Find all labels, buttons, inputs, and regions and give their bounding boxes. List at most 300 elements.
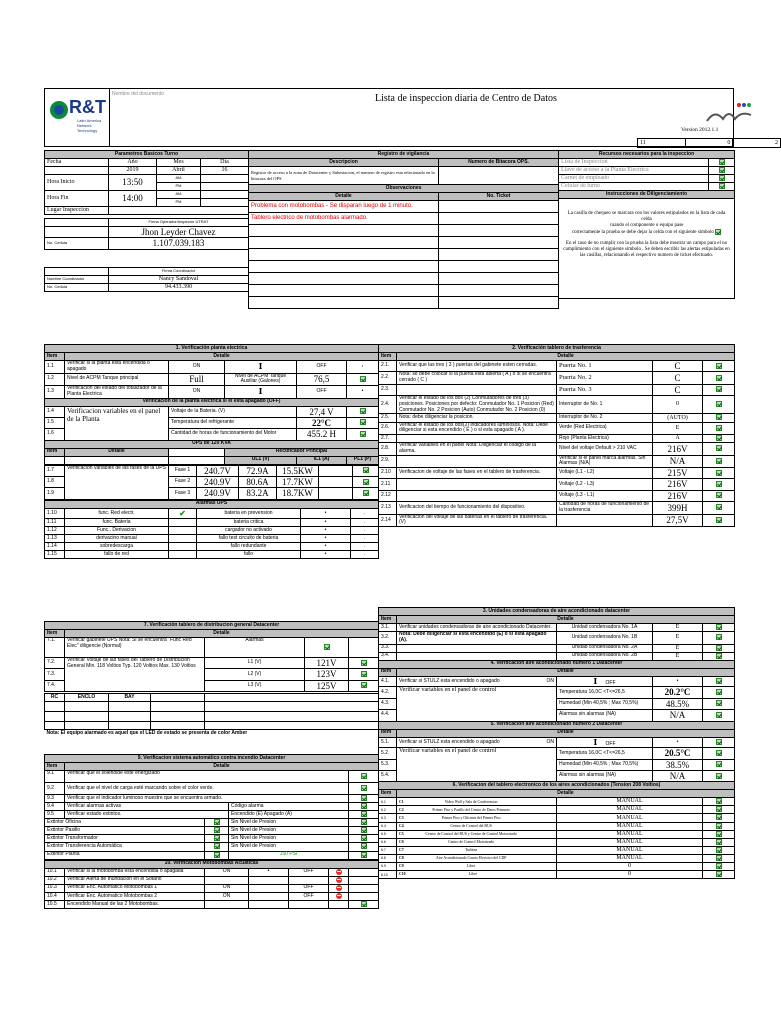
var-value[interactable]: 216V [653,443,703,456]
alarm-a: func. Bateria [65,519,169,527]
check-icon[interactable] [361,682,367,688]
switch-indicator[interactable]: I [225,386,297,399]
check-icon[interactable] [361,795,367,801]
item-desc: Verificar el estado de los dos (2) Conmutadores de tres (3) posiciones. Posiciones por defecto: Conmutador No. 1 Posicion (Red) Conmutador No. 2 Posicion (Auto) Conmutador No. 2 Posicion (0) [397,396,557,414]
check-icon[interactable] [361,835,367,841]
var-value[interactable]: E [653,644,703,652]
check-icon[interactable] [363,490,369,496]
check-icon[interactable] [716,831,722,837]
circuit-code: C2 [399,807,404,812]
off-label: OFF [289,892,329,900]
recurso-item: Carnet de empleado [559,175,709,183]
header [44,88,778,147]
document-title: Lista de inspeccion diaria de Centro de Datos [375,93,557,104]
circuit-desc: Libre [467,864,476,869]
item-num: 9.5 [45,811,65,819]
col-ticket: No. Ticket [439,193,559,201]
check-icon[interactable] [716,814,722,820]
item-num: 2.3. [379,384,397,395]
check-icon[interactable] [360,376,366,382]
cedula-coord-label: No. Cedula [45,283,109,291]
phase-current[interactable]: 72.9A [239,465,277,476]
extintor-status: Sin Nivel de Presion [229,819,349,827]
codigo-alarma: Código alarma [229,803,349,811]
stop-icon[interactable] [336,877,342,883]
check-icon[interactable] [716,445,722,451]
var-value[interactable]: 38.5% [653,759,703,770]
circuit-desc: Centro de Control del BUS [450,823,492,828]
item-num: 1.8 [45,476,65,487]
col-item: Item [45,630,65,638]
rt-logo-icon [49,99,69,121]
var-value[interactable]: 215V [653,468,703,479]
alarm-b: cargador no activado [197,527,301,535]
check-icon[interactable] [716,653,722,659]
dot[interactable]: • [301,535,351,543]
item-num: 10.3 [45,884,65,892]
check-icon[interactable] [716,739,722,745]
item-desc: Nota: Debe diligenciar si esta encendido (E) o si esta apagado (A). [397,632,557,645]
col-detalle: Detalle [65,763,379,771]
check-icon[interactable] [360,419,366,425]
circuit-mode[interactable]: MANUAL [557,830,703,838]
acpm-aux-label: Nivel de ACPM Tanque Auxiliar (Galones) [225,373,297,386]
cedula-label: No. Cedula [45,238,109,249]
dot[interactable] [249,876,289,884]
s1-title: 1. Verificación planta electrica [45,345,379,353]
check-icon[interactable] [716,806,722,812]
dot[interactable] [249,884,289,892]
stop-icon[interactable] [336,869,342,875]
var-label: Temperatura 16,0C <T<=26,5 [557,687,653,698]
phase-voltage[interactable]: 240.9V [197,488,239,499]
on-label: ON [169,361,225,374]
circuit-code: C7 [399,848,404,853]
item-desc: Verificar si la planta esta encendida o apagado [65,361,169,374]
var-label: Cantidad de horas de funcionamiento del Motor [169,429,297,440]
alarm-b: fallo redundante [197,543,301,551]
counter-2: 0 [685,139,733,148]
off-label: OFF [297,361,347,374]
item-num: 6.3 [379,814,397,822]
col-item: Item [379,616,397,624]
item-num: 7.1. [45,638,65,658]
check-icon[interactable] [716,712,722,718]
check-icon[interactable] [716,847,722,853]
off-label: OFF [297,386,347,399]
rect-title: Rectificador Principal [225,448,379,456]
var-value[interactable]: 20.5°C [653,748,703,759]
item-num: 1.6 [45,429,65,440]
mes-field[interactable]: Abril [157,167,201,175]
check-icon[interactable] [716,839,722,845]
phase-voltage[interactable]: 123V [305,669,349,680]
s7-title: 7. Verificación tablero de distribucion general Datacenter [45,622,379,630]
circuit-desc: Libre [468,872,478,877]
check-icon[interactable] [361,811,367,817]
obs-row[interactable] [249,273,439,285]
item-num: 2.11 [379,479,397,490]
cedula-field[interactable]: 1.107.039.183 [109,238,249,249]
var-value[interactable]: 22°C [297,417,347,428]
am-label: AM [157,191,201,199]
s6-title: 6. Verificacion del tablero electronico de los aires acondicionados (Tension 208 Voltios) [379,782,735,790]
var-value[interactable]: 27,4 V [297,406,347,417]
obs-2[interactable]: Tablero electrico de motobombas alarmado. [249,213,439,225]
switch-indicator[interactable]: I [225,361,297,374]
obs-row[interactable] [249,285,439,297]
fecha-label: Fecha [45,159,109,167]
var-value[interactable]: 20.2°C [653,687,703,698]
item-num: 3.2. [379,632,397,645]
check-icon[interactable] [716,458,722,464]
var-value[interactable]: C [653,384,703,395]
col-detalle: Detalle [249,193,439,201]
circuit-mode[interactable]: MANUAL [557,854,703,862]
item-num: 1.15 [45,551,65,559]
ticket-2[interactable] [439,213,559,225]
col-item: Item [45,353,65,361]
check-icon[interactable] [716,798,722,804]
stop-icon[interactable] [336,893,342,899]
check-icon[interactable] [716,481,722,487]
circuit-mode[interactable]: 0 [557,871,703,879]
item-desc: Verificar alarmas activas [65,803,229,811]
check-icon[interactable] [716,773,722,779]
extintor-psi: 150 PSI [229,851,349,859]
var-value[interactable]: E [653,632,703,645]
item-desc: Nivel de ACPM Tanque principal [65,373,169,386]
extintor-status: Sin Nivel de Presion [229,835,349,843]
item-num: 6.9 [379,862,397,870]
var-value[interactable]: N/A [653,710,703,721]
section-2 [378,344,734,527]
item-num: 2.13 [379,502,397,515]
circuit-mode[interactable]: MANUAL [557,806,703,814]
phase-label: L3 (V) [205,680,305,691]
item-num: 6.6 [379,838,397,846]
check-icon[interactable] [716,855,722,861]
var-value[interactable]: E [653,422,703,435]
var-value[interactable]: N/A [653,455,703,468]
coord-field[interactable]: Nancy Sandoval [109,275,249,283]
s5-title: 5. Verificación aire acondicionado número 2 Datacenter [379,721,735,729]
circuit-code: C9 [399,864,404,869]
var-value[interactable]: (AUTO) [653,414,703,422]
check-icon[interactable] [361,785,367,791]
counter-1: 11 [638,139,686,148]
check-icon[interactable] [324,644,330,650]
ano-field[interactable]: 2019 [109,167,157,175]
item-num: 6.10 [379,871,397,879]
phase-voltage[interactable]: 125V [305,680,349,691]
item-num: 4.1. [379,676,397,687]
col-ul1: UL1 (V) [225,456,297,464]
phase-current[interactable]: 83.2A [239,488,277,499]
check-icon[interactable] [716,425,722,431]
section-9 [44,754,378,909]
rt-logo [47,95,109,141]
item-desc [397,479,557,490]
col-enclo: ENCLO [65,694,109,702]
check-icon[interactable] [361,773,367,779]
item-desc: Verificar unidades condensadoras de aire acondicionado Datacenter. [397,624,557,632]
extintor-label: Extintor Pasillo [45,827,205,835]
item-num: 7.3. [45,669,65,680]
var-value[interactable]: 399H [653,502,703,515]
col-item: Item [379,790,397,798]
col-rc: RC [45,694,65,702]
phase-current[interactable]: 80.6A [239,476,277,487]
ups-label: Verificacion variables de las fases de la UPS [65,465,169,499]
alarm-a: fallo de red [65,551,169,559]
check-icon[interactable] [719,175,725,181]
check-icon[interactable] [716,634,722,640]
var-value[interactable]: C [653,372,703,385]
check-icon[interactable] [716,750,722,756]
check-icon[interactable] [214,852,220,858]
check-icon[interactable] [716,414,722,420]
item-desc: Verificar si la motobomba esta encendida o apagada [65,868,205,876]
dot[interactable]: • [301,519,351,527]
check-icon[interactable] [214,835,220,841]
item-num: 2.8. [379,443,397,456]
check-icon[interactable] [361,671,367,677]
check-icon[interactable] [363,479,369,485]
check-icon[interactable] [716,386,722,392]
var-value[interactable]: C [653,361,703,372]
circuit-mode[interactable]: MANUAL [557,814,703,822]
circuit-mode[interactable]: MANUAL [557,822,703,830]
dot[interactable]: • [301,527,351,535]
green-check-icon[interactable]: ✔ [179,508,186,518]
check-icon[interactable] [361,843,367,849]
item-num: 6.7 [379,846,397,854]
var-value[interactable]: E [653,624,703,632]
item-desc: Nota: se debe colocar si la puerta esta abierta ( A ) o si se encuentra cerrado ( C ) [397,372,557,385]
item-num: 1.4 [45,406,65,417]
check-icon[interactable] [214,843,220,849]
check-icon[interactable] [716,863,722,869]
hora-fin-label: Hora Fin [45,191,109,207]
circuit-desc: Centro de Control Motorizado [448,840,495,845]
item-desc [397,644,557,652]
check-icon[interactable] [361,901,367,907]
registro-desc: Registro de acceso a la zona de Datacenter y Subestacion, el numero de registro esta relacionado en la bitacora del OPS [249,167,439,185]
check-icon[interactable] [214,827,220,833]
var-value[interactable]: 48.5% [653,698,703,709]
var-label: Unidad condensadora No. 2B [557,652,653,660]
var-label: Voltaje (L3 - L1) [557,490,653,501]
phase-power[interactable]: 18.7KW [277,488,319,499]
doc-name-label: Nombre del documento [112,91,164,97]
check-icon[interactable] [361,819,367,825]
extintor-label: Extintor Planta [45,851,205,859]
obs-1[interactable]: Problema con motobombas - Se disparan luego de 1 minuto. [249,201,439,213]
recurso-item: Llave de acceso a la Planta Electrica [559,167,709,175]
check-icon[interactable] [363,467,369,473]
check-icon[interactable] [719,183,725,189]
var-value[interactable]: 216V [653,490,703,501]
item-desc: Verificar Enc. Automatico Motobombas 2 [65,892,205,900]
check-icon[interactable] [716,375,722,381]
dot[interactable]: • [301,551,351,559]
check-icon[interactable] [361,852,367,858]
recurso-item: Lista de Inspeccion [559,159,709,167]
obs-row[interactable] [249,297,439,309]
phase-power[interactable]: 15.5KW [277,465,319,476]
check-icon[interactable] [716,504,722,510]
acpm-value[interactable]: Full [169,373,225,386]
item-num: 2.12 [379,490,397,501]
col-detalle: Detalle [397,353,735,361]
circuit-code: C3 [399,815,404,820]
vars-label: Verificar variables en el panel de control [397,748,557,782]
check-icon[interactable] [360,431,366,437]
item-num: 10.4 [45,892,65,900]
dot: • [653,737,703,748]
obs-row[interactable] [249,249,439,261]
stop-icon[interactable] [336,885,342,891]
check-icon[interactable] [716,823,722,829]
obs-row[interactable] [249,237,439,249]
off-label: OFF [289,884,329,892]
var-value[interactable]: 216V [653,479,703,490]
item-num: 1.7 [45,465,65,476]
firma-operador-label: Firma Operador/Inspector UTRAT [109,219,249,227]
var-value[interactable]: 455.2 H [297,429,347,440]
nombre-coord-label: Nombre Coordinador [45,275,109,283]
var-label: Verificar si el panel marca alarmas. Sin Alarmas (N/A) [557,455,653,468]
var-label: Interruptor de No. 1 [557,396,653,414]
cedula-coord-field[interactable]: 94.433.390 [109,283,249,291]
item-desc: Verificar Alerta de Inundacion en el Sotano [65,876,205,884]
obs-row[interactable] [249,261,439,273]
check-icon[interactable] [719,167,725,173]
check-icon[interactable] [716,470,722,476]
check-icon[interactable] [716,645,722,651]
check-icon[interactable] [716,871,722,877]
circuit-mode[interactable]: MANUAL [557,846,703,854]
hora-fin-field[interactable]: 14:00 [109,191,157,207]
item-desc: Verificar que el indicador luminoso muestre que se encuentra armado. [65,795,349,803]
item-num: 4.3. [379,698,397,709]
hora-inicio-label: Hora Inicio [45,175,109,191]
item-num: 3.1. [379,624,397,632]
item-num: 2.2. [379,372,397,385]
circuit-mode[interactable]: MANUAL [557,798,703,806]
check-icon[interactable] [716,624,722,630]
hora-inicio-field[interactable]: 13:50 [109,175,157,191]
switch-indicator[interactable]: I [593,736,598,747]
var-value[interactable]: A [653,435,703,443]
circuit-desc: Primer Piso y Pasillo del Centro de Datos Primario [432,807,510,812]
var-value[interactable]: 0 [653,396,703,414]
check-icon[interactable] [716,678,722,684]
dot[interactable]: • [301,543,351,551]
item-desc [397,652,557,660]
dot[interactable] [249,900,289,908]
circuit-mode[interactable]: 0 [557,862,703,870]
vars-label: Verificar variables en el panel de control [397,687,557,721]
check-icon[interactable] [214,819,220,825]
item-num: 7.2. [45,658,65,669]
item-num: 5.1. [379,737,397,748]
circuit-code: C5 [399,831,404,836]
var-value[interactable]: E [653,652,703,660]
phase-voltage[interactable]: 240.9V [197,476,239,487]
alarm-b: fallo [197,551,301,559]
item-num: 1.11 [45,519,65,527]
check-icon[interactable] [716,401,722,407]
header-counters [637,138,781,148]
rt-logo-sub1: Latin America [77,118,102,123]
check-icon[interactable] [716,363,722,369]
extintor-status: Sin Nivel de Presion [229,843,349,851]
phase-voltage[interactable]: 121V [305,658,349,669]
section-7 [44,621,378,738]
item-num: 9.2 [45,783,65,795]
check-icon[interactable] [716,492,722,498]
off-label: OFF [605,679,616,686]
check-icon[interactable] [360,408,366,414]
bitacora-field[interactable] [439,167,559,185]
var-value[interactable]: N/A [653,770,703,781]
item-num: 1.2 [45,373,65,386]
item-num: 2.9. [379,455,397,468]
check-icon[interactable] [361,803,367,809]
s3-title: 3. Unidades condensadoras de aire acondicionado datacenter [379,608,735,616]
acpm-aux-value[interactable]: 76,5 [297,373,347,386]
dia-field[interactable]: 16 [201,167,249,175]
var-value[interactable]: 27,5V [653,514,703,527]
var-label: Rojo (Planta Electrica) [557,435,653,443]
phase-voltage[interactable]: 240.7V [197,465,239,476]
operador-field[interactable]: Jhon Leyder Chavez [109,227,249,238]
col-pl1: PL1 (P) [347,456,379,464]
mio-logo [705,101,755,127]
check-icon[interactable] [361,660,367,666]
item-num: 2.4. [379,396,397,414]
check-icon[interactable] [716,435,722,441]
phase-power[interactable]: 17.7KW [277,476,319,487]
off-label: OFF [289,868,329,876]
check-icon[interactable] [716,689,722,695]
check-icon[interactable] [716,761,722,767]
dot[interactable] [249,892,289,900]
circuit-mode[interactable]: MANUAL [557,838,703,846]
check-icon[interactable] [716,700,722,706]
dot[interactable]: • [249,868,289,876]
dot[interactable]: • [301,508,351,519]
on-label [205,900,249,908]
switch-indicator[interactable]: I [593,675,598,686]
on-label: ON [205,892,249,900]
item-num: 2.5. [379,414,397,422]
s4-title: 4. Verificación aire acondicionado número 1 Datacenter [379,660,735,668]
obs-row[interactable] [249,225,439,237]
var-label: Puerta No. 1 [557,361,653,372]
ticket-1[interactable] [439,201,559,213]
version: Version 2012.1.1 [681,127,719,133]
check-icon[interactable] [719,159,725,165]
extintor-label: Extintor Transferencia Automática [45,843,205,851]
check-icon[interactable] [716,517,722,523]
item-desc [397,490,557,501]
check-icon[interactable] [361,827,367,833]
col-item: Item [379,353,397,361]
params-section [44,150,248,292]
